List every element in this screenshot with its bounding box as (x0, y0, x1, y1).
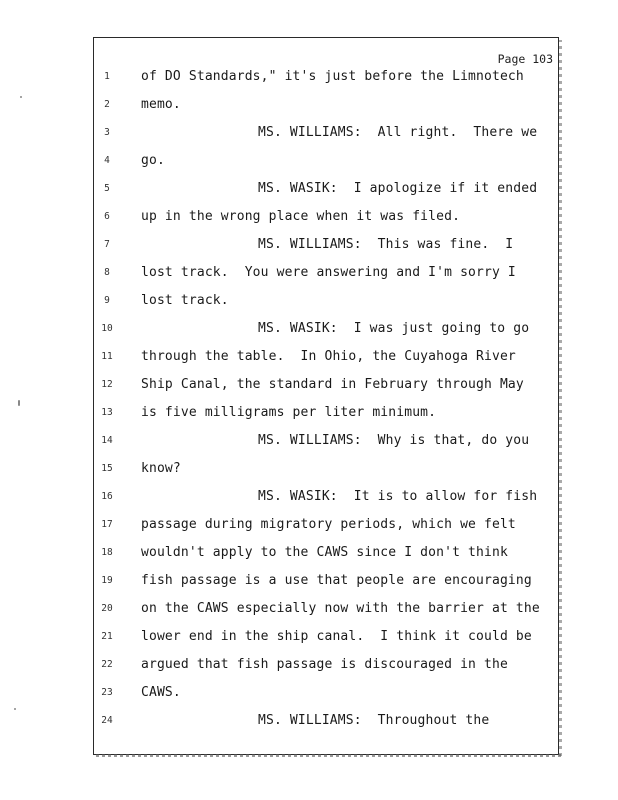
line-number: 4 (104, 155, 110, 166)
transcript-line (0, 545, 618, 565)
transcript-line (0, 517, 618, 537)
line-text: MS. WILLIAMS: Why is that, do you (258, 433, 530, 448)
transcript-line (0, 713, 618, 733)
line-number: 2 (104, 99, 110, 110)
transcript-line (0, 321, 618, 341)
line-number: 10 (101, 323, 113, 334)
page-number: Page 103 (497, 52, 553, 66)
line-text: lost track. You were answering and I'm sorry I (141, 265, 516, 280)
transcript-line (0, 265, 618, 285)
line-number: 7 (104, 239, 110, 250)
line-number: 22 (101, 659, 113, 670)
transcript-line (0, 405, 618, 425)
line-number: 21 (101, 631, 113, 642)
line-number: 1 (104, 71, 110, 82)
transcript-line (0, 685, 618, 705)
line-number: 23 (101, 687, 113, 698)
transcript-line (0, 461, 618, 481)
transcript-line (0, 181, 618, 201)
line-number: 5 (104, 183, 110, 194)
transcript-line (0, 237, 618, 257)
line-number: 20 (101, 603, 113, 614)
line-text: wouldn't apply to the CAWS since I don't think (141, 545, 508, 560)
scan-speck (20, 96, 22, 98)
transcript-line (0, 349, 618, 369)
line-text: on the CAWS especially now with the barrier at the (141, 601, 540, 616)
line-number: 8 (104, 267, 110, 278)
transcript-line (0, 489, 618, 509)
line-text: MS. WILLIAMS: Throughout the (258, 713, 490, 728)
line-number: 17 (101, 519, 113, 530)
line-text: passage during migratory periods, which we felt (141, 517, 516, 532)
line-text: MS. WILLIAMS: All right. There we (258, 125, 538, 140)
scan-speck (14, 708, 16, 710)
line-text: MS. WASIK: It is to allow for fish (258, 489, 538, 504)
transcript-line (0, 97, 618, 117)
line-number: 15 (101, 463, 113, 474)
line-text: of DO Standards," it's just before the Limnotech (141, 69, 524, 84)
line-text: know? (141, 461, 181, 476)
transcript-line (0, 377, 618, 397)
line-text: go. (141, 153, 165, 168)
transcript-line (0, 125, 618, 145)
scan-shadow-bottom (96, 754, 562, 757)
line-number: 11 (101, 351, 113, 362)
line-text: up in the wrong place when it was filed. (141, 209, 461, 224)
line-text: memo. (141, 97, 181, 112)
line-text: MS. WASIK: I apologize if it ended (258, 181, 538, 196)
line-text: Ship Canal, the standard in February through May (141, 377, 524, 392)
scan-speck (18, 400, 20, 406)
line-text: MS. WASIK: I was just going to go (258, 321, 530, 336)
line-number: 6 (104, 211, 110, 222)
transcript-line (0, 573, 618, 593)
line-number: 18 (101, 547, 113, 558)
line-number: 3 (104, 127, 110, 138)
transcript-line (0, 293, 618, 313)
line-number: 24 (101, 715, 113, 726)
line-text: fish passage is a use that people are encouraging (141, 573, 532, 588)
line-text: argued that fish passage is discouraged in the (141, 657, 508, 672)
transcript-line (0, 433, 618, 453)
transcript-line (0, 601, 618, 621)
line-text: lost track. (141, 293, 229, 308)
transcript-line (0, 657, 618, 677)
line-text: lower end in the ship canal. I think it could be (141, 629, 532, 644)
transcript-line (0, 629, 618, 649)
transcript-line (0, 153, 618, 173)
line-number: 19 (101, 575, 113, 586)
line-number: 14 (101, 435, 113, 446)
line-text: is five milligrams per liter minimum. (141, 405, 437, 420)
transcript-line (0, 209, 618, 229)
line-text: MS. WILLIAMS: This was fine. I (258, 237, 514, 252)
transcript-line (0, 69, 618, 89)
line-number: 16 (101, 491, 113, 502)
line-number: 13 (101, 407, 113, 418)
line-number: 9 (104, 295, 110, 306)
line-number: 12 (101, 379, 113, 390)
line-text: CAWS. (141, 685, 181, 700)
line-text: through the table. In Ohio, the Cuyahoga River (141, 349, 516, 364)
